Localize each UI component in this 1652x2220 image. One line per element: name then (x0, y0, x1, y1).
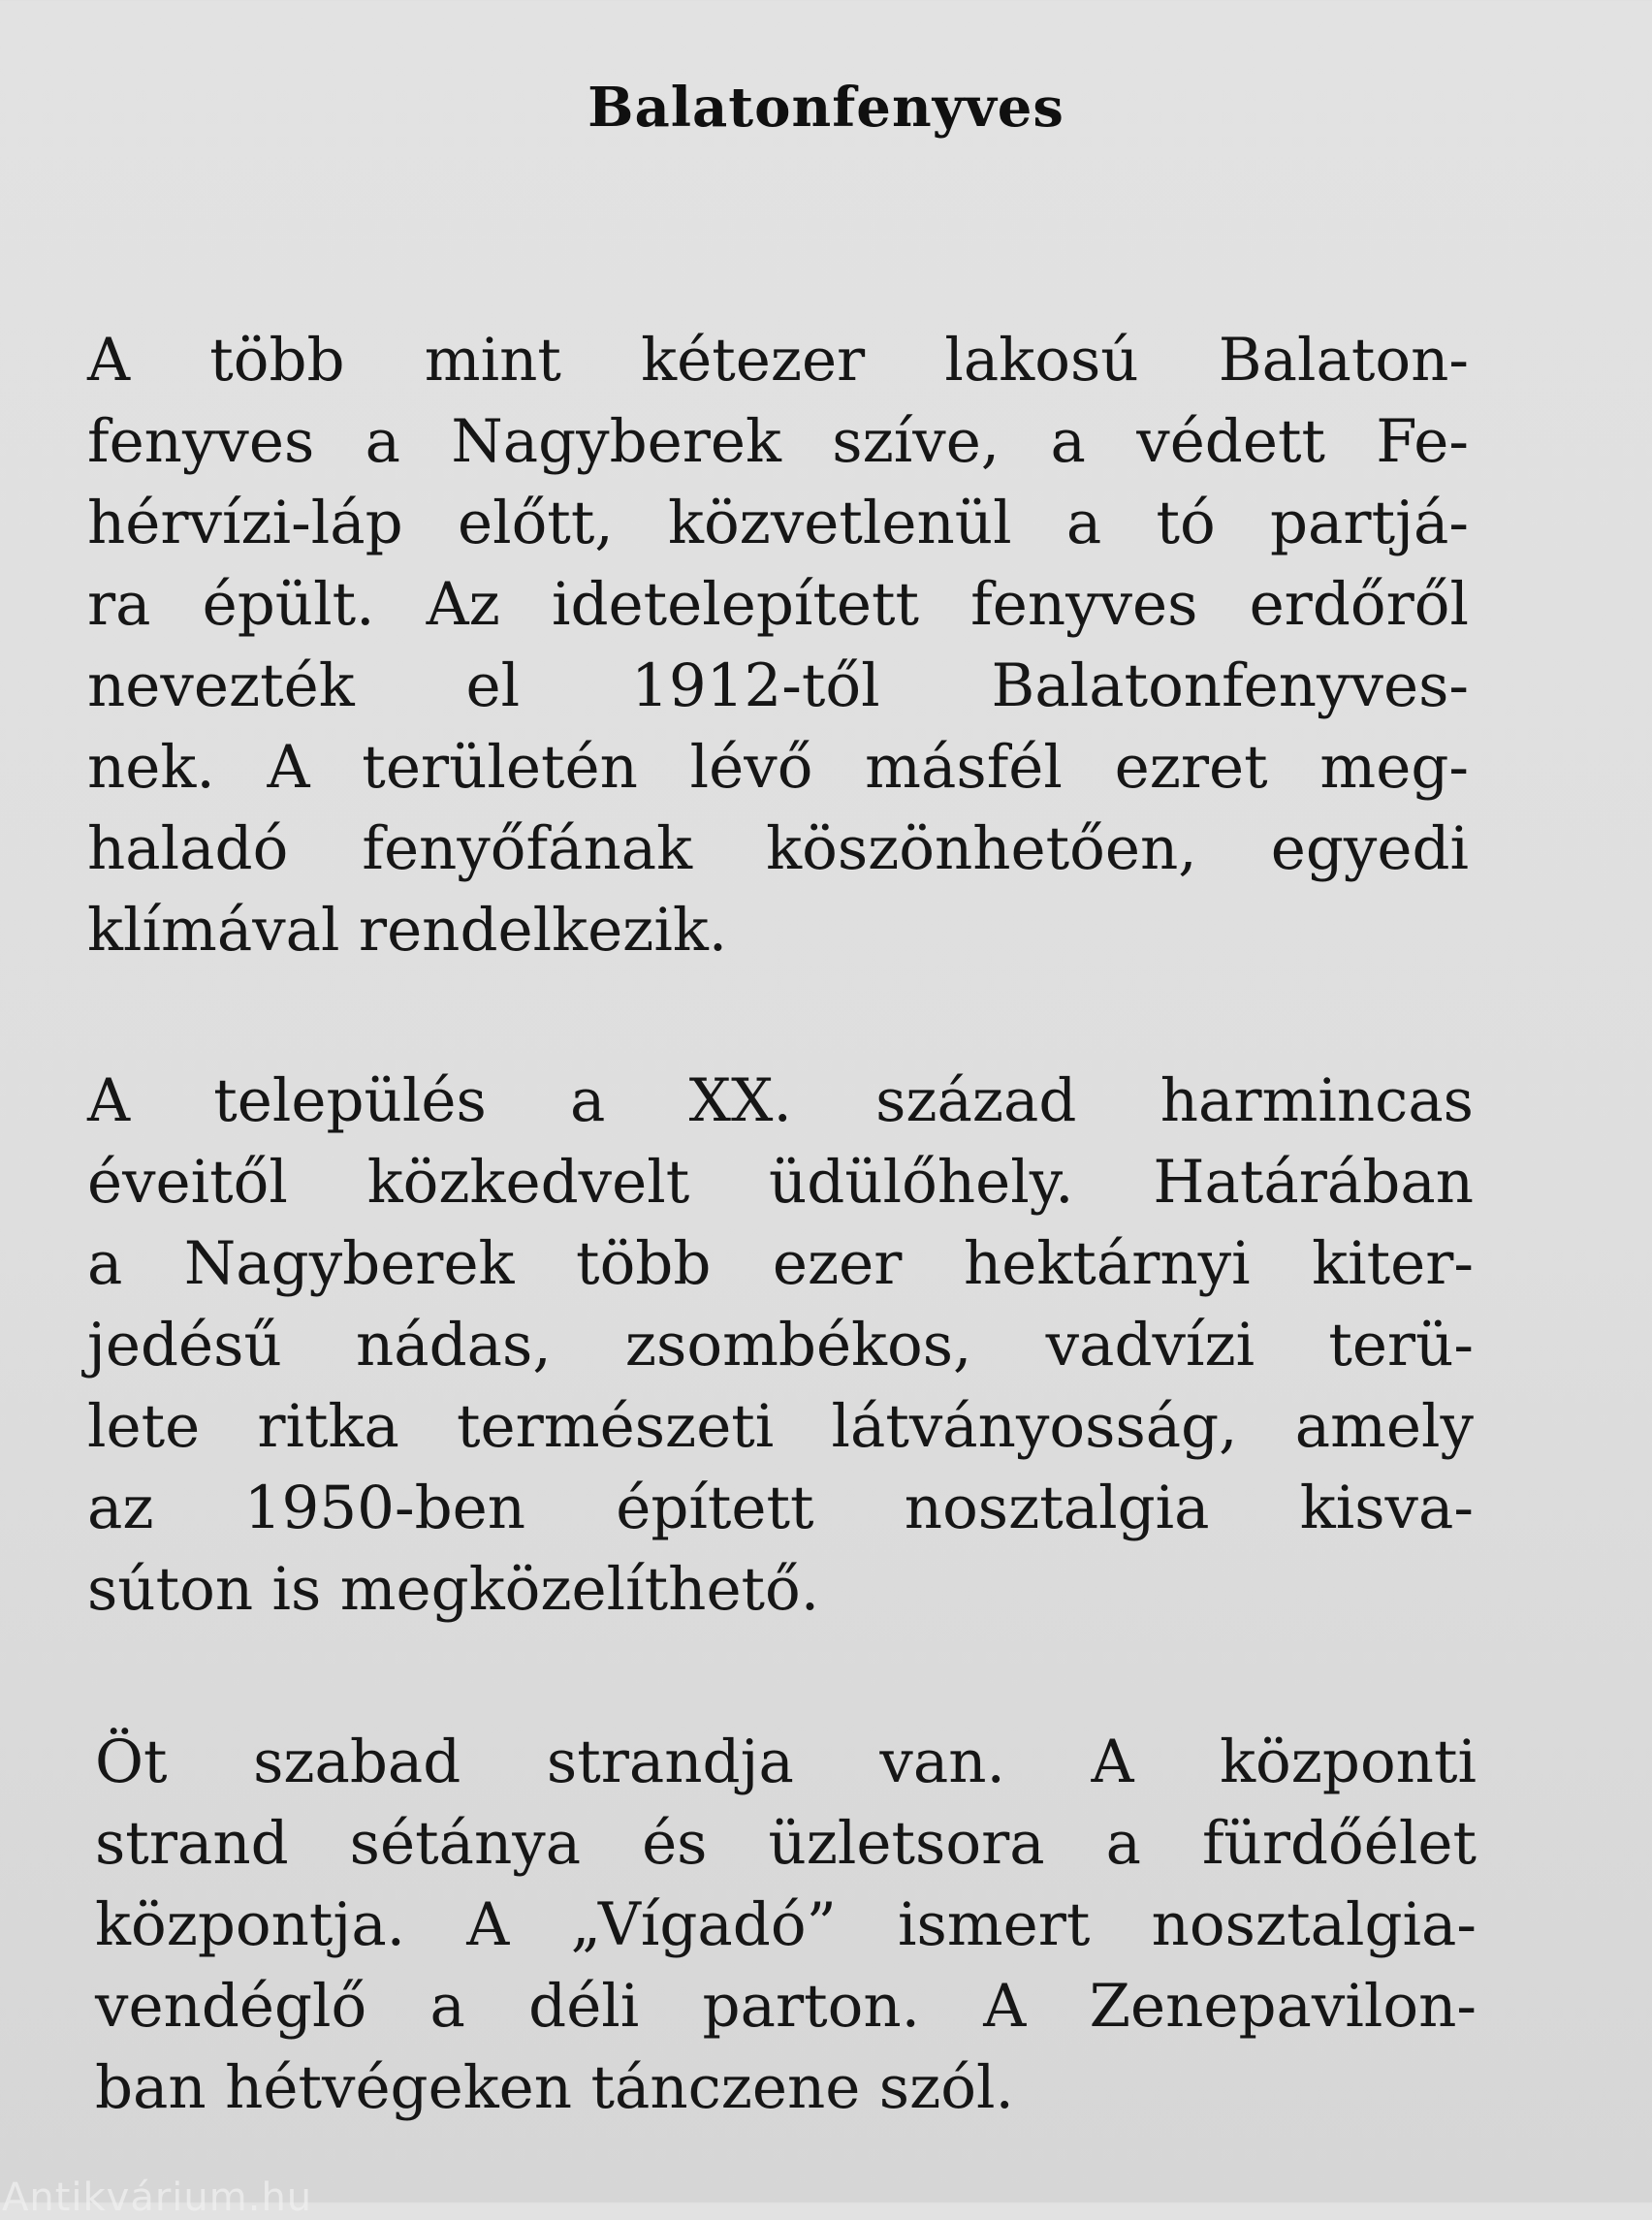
paragraph-3 (95, 1722, 1477, 2129)
text-line: az 1950-ben épített nosztalgia kisva- (87, 1474, 1474, 1542)
text-line: nek. A területén lévő másfél ezret meg- (87, 733, 1469, 802)
text-line: klímával rendelkezik. (87, 896, 728, 965)
text-line: strand sétánya és üzletsora a fürdőélet (95, 1809, 1477, 1878)
text-line: nevezték el 1912-től Balatonfenyves- (87, 651, 1469, 720)
text-line: haladó fenyőfának köszönhetően, egyedi (87, 814, 1469, 883)
text-line: ra épült. Az idetelepített fenyves erdőről (87, 570, 1469, 639)
text-line: súton is megközelíthető. (87, 1555, 820, 1624)
text-line: lete ritka természeti látványosság, amely (87, 1392, 1474, 1461)
text-line: ban hétvégeken tánczene szól. (95, 2053, 1014, 2122)
text-line: hérvízi-láp előtt, közvetlenül a tó partjá- (87, 489, 1469, 557)
paragraph-1 (87, 320, 1469, 971)
page-title: Balatonfenyves (588, 76, 1064, 140)
text-line: központja. A „Vígadó” ismert nosztalgia- (95, 1890, 1477, 1959)
text-line: jedésű nádas, zsombékos, vadvízi terü- (87, 1311, 1474, 1380)
text-line: a Nagyberek több ezer hektárnyi kiter- (87, 1229, 1474, 1298)
text-line: A több mint kétezer lakosú Balaton- (87, 326, 1469, 395)
text-line: Öt szabad strandja van. A központi (95, 1728, 1477, 1796)
text-line: A település a XX. század harmincas (87, 1066, 1474, 1135)
paragraph-2 (87, 1061, 1474, 1631)
text-line: éveitől közkedvelt üdülőhely. Határában (87, 1148, 1474, 1217)
text-line: fenyves a Nagyberek szíve, a védett Fe- (87, 407, 1469, 476)
watermark: Antikvárium.hu (2, 2175, 313, 2220)
text-line: vendéglő a déli parton. A Zenepavilon- (95, 1972, 1477, 2041)
